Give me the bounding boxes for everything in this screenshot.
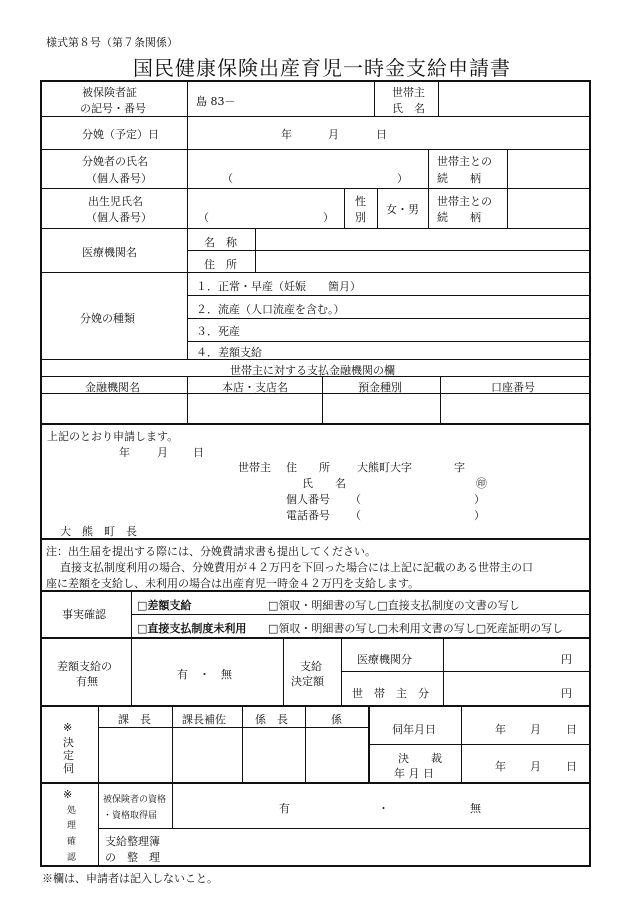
mother-paren-open: （ <box>222 172 233 185</box>
page-title: 国民健康保険出産育児一時金支給申請書 <box>133 56 511 80</box>
bank-col-name: 金融機関名 <box>85 381 140 394</box>
note-line: 座に差額を支給し、未利用の場合は出産育児一時金４２万円を支給します。 <box>46 577 420 590</box>
household-yen: 円 <box>561 687 572 700</box>
col-assistant-chief: 課長補佐 <box>182 713 226 726</box>
note-line: 直接支払制度利用の場合、分娩費用が４２万円を下回った場合には上記に記載のある世帯主の口 <box>60 561 533 574</box>
bank-branch-field[interactable] <box>189 395 321 422</box>
insurance-label: 被保険者証 <box>82 86 137 99</box>
seal-mark: ㊞ <box>476 477 487 490</box>
decision-mark: ※ <box>63 721 73 734</box>
qualification-label: 被保険者の資格 <box>103 795 167 805</box>
col-section-chief: 課 長 <box>118 713 151 726</box>
bank-name-field[interactable] <box>42 395 186 422</box>
insurance-label-2: の記号・番号 <box>80 102 146 115</box>
mother-name-field[interactable] <box>190 151 426 169</box>
child-name-field[interactable] <box>190 190 342 208</box>
household-amount-label: 世 帯 主 分 <box>352 687 429 700</box>
bank-type-field[interactable] <box>324 395 439 422</box>
mother-number-label: （個人番号） <box>86 172 152 185</box>
sex-label: 性 <box>355 195 366 208</box>
diff-label-2: 有無 <box>76 675 98 688</box>
note-line: 注：出生届を提出する際には、分娩費請求書も提出してください。 <box>46 545 376 558</box>
delivery-type-label: 分娩の種類 <box>80 312 135 325</box>
decision-label-char: 定 <box>63 749 74 762</box>
process-label-char: 処 <box>67 806 77 816</box>
qualification-yes[interactable]: 有 <box>279 802 290 815</box>
household-head-label: 世帯主 <box>238 461 271 474</box>
date-year-label: 年 <box>281 128 292 141</box>
hospital-name-field[interactable] <box>258 230 588 249</box>
kessai-label-2: 年 月 日 <box>394 767 434 780</box>
form-number: 様式第８号（第７条関係） <box>46 36 178 49</box>
child-number-label: （個人番号） <box>86 211 152 224</box>
fact-direct-checkbox[interactable]: □直接支払制度未利用 <box>137 622 247 635</box>
phone-paren-close: ） <box>474 509 485 522</box>
medical-yen: 円 <box>561 653 572 666</box>
medical-amount-label: 医療機関分 <box>357 653 412 666</box>
my-number-paren-close: ） <box>474 493 485 506</box>
fact-diff-checkbox[interactable]: □差額支給 <box>137 599 192 612</box>
application-text: 上記のとおり申請します。 <box>47 430 179 443</box>
qualification-dot: ・ <box>378 802 389 815</box>
bank-col-account: 口座番号 <box>491 381 535 394</box>
child-name-label: 出生児氏名 <box>88 195 143 208</box>
delivery-type-option[interactable]: ２．流産（人口流産を含む。） <box>196 303 345 316</box>
diff-yes-no[interactable]: 有 ・ 無 <box>177 668 232 681</box>
fact-diff-docs[interactable]: □領収・明細書の写し□直接支払制度の文書の写し <box>268 599 520 612</box>
kessai-day: 日 <box>566 760 577 773</box>
mother-name-label: 分娩者の氏名 <box>82 155 148 168</box>
kessai-month: 月 <box>530 760 541 773</box>
phone-paren-open: （ <box>350 509 361 522</box>
ledger-label-2: の 整 理 <box>105 851 160 864</box>
process-mark: ※ <box>63 788 73 801</box>
kessai-year: 年 <box>495 760 506 773</box>
head-name-label-2: 氏 名 <box>392 102 425 115</box>
hospital-name-label: 名 称 <box>204 236 237 249</box>
applicant-name-label: 氏 名 <box>302 477 346 490</box>
sex-select[interactable]: 女・男 <box>386 203 419 216</box>
approval-date-label: 伺年月日 <box>392 723 436 736</box>
mayor-label: 大 熊 町 長 <box>60 525 137 538</box>
sex-label-2: 別 <box>355 211 366 224</box>
bank-header: 世帯主に対する支払金融機関の欄 <box>230 364 395 377</box>
head-name-label: 世帯主 <box>392 86 425 99</box>
qualification-label-2: ・資格取得届 <box>103 811 158 821</box>
amount-label-2: 決定額 <box>291 675 324 688</box>
hospital-address-label: 住 所 <box>204 258 237 271</box>
insurance-number-field[interactable]: 島 83－ <box>196 95 236 108</box>
decision-label-char: 決 <box>63 736 74 749</box>
head-name-field[interactable] <box>440 82 588 115</box>
bank-account-field[interactable] <box>442 395 588 422</box>
phone-label: 電話番号 <box>286 509 330 522</box>
fact-check-label: 事実確認 <box>62 608 106 621</box>
applicant-name-field[interactable] <box>350 474 470 488</box>
footer-note: ※欄は、申請者は記入しないこと。 <box>42 872 218 885</box>
approval-day: 日 <box>566 723 577 736</box>
col-staff: 係 <box>331 713 342 726</box>
delivery-date-label: 分娩（予定）日 <box>82 128 159 141</box>
my-number-paren-open: （ <box>350 493 361 506</box>
child-relation-label: 世帯主との <box>437 195 492 208</box>
date-month-label: 月 <box>328 128 339 141</box>
my-number-label: 個人番号 <box>286 493 330 506</box>
bank-col-branch: 本店・支店名 <box>222 381 288 394</box>
col-subsection-chief: 係 長 <box>255 713 288 726</box>
amount-label: 支給 <box>300 660 322 673</box>
address-value[interactable]: 大熊町大字 <box>357 461 412 474</box>
delivery-type-option[interactable]: ４．差額支給 <box>196 346 262 359</box>
child-paren-open: （ <box>198 211 209 224</box>
hospital-label: 医療機関名 <box>82 246 137 259</box>
delivery-type-option[interactable]: １．正常・早産（妊娠 箇月） <box>196 280 361 293</box>
child-paren-close: ） <box>323 211 334 224</box>
hospital-address-field[interactable] <box>258 252 588 271</box>
date-day-label: 日 <box>376 128 387 141</box>
address-label: 住 所 <box>286 461 330 474</box>
kessai-label: 決 裁 <box>398 752 442 765</box>
diff-label: 差額支給の <box>57 660 112 673</box>
process-label-char: 確 <box>67 837 77 847</box>
aza-label: 字 <box>454 461 465 474</box>
mother-paren-close: ） <box>397 172 408 185</box>
ledger-label: 支給整理簿 <box>105 835 160 848</box>
process-label-char: 認 <box>67 853 77 863</box>
app-day-label: 日 <box>193 446 204 459</box>
mother-relation-label-2: 続 柄 <box>437 172 481 185</box>
approval-year: 年 <box>495 723 506 736</box>
process-label-char: 理 <box>67 821 77 831</box>
bank-col-type: 預金種別 <box>358 381 402 394</box>
mother-relation-label: 世帯主との <box>437 155 492 168</box>
decision-label-char: 伺 <box>63 762 74 775</box>
fact-direct-docs[interactable]: □領収・明細書の写し□未利用文書の写し□死産証明の写し <box>268 622 564 635</box>
approval-month: 月 <box>530 723 541 736</box>
delivery-type-option[interactable]: ３．死産 <box>196 325 240 338</box>
app-year-label: 年 <box>119 446 130 459</box>
qualification-no[interactable]: 無 <box>470 802 481 815</box>
child-relation-label-2: 続 柄 <box>437 211 481 224</box>
app-month-label: 月 <box>157 446 168 459</box>
